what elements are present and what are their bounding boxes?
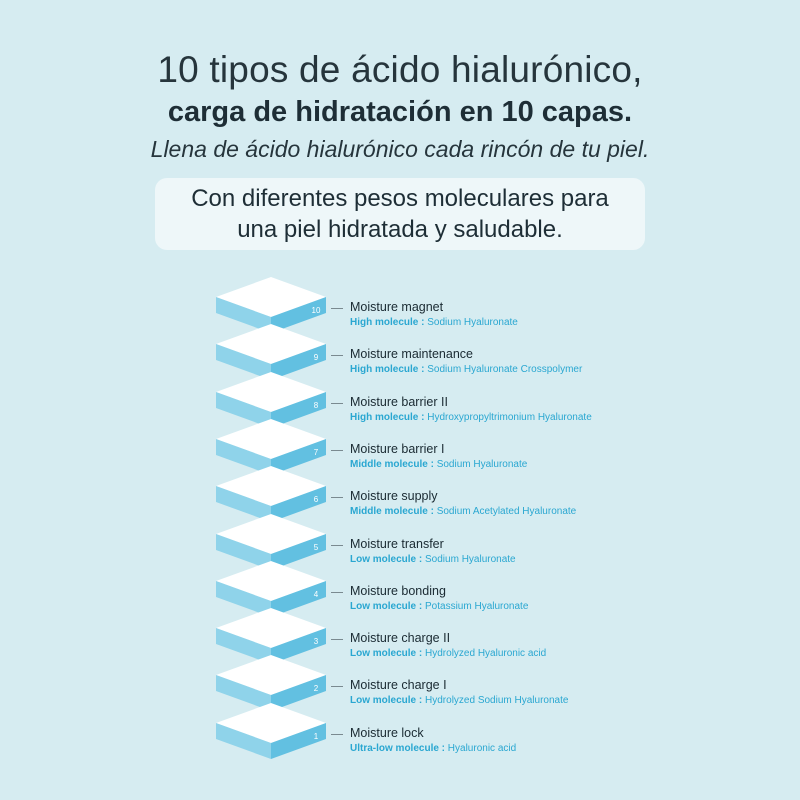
layer-name: Moisture bonding [350,583,446,598]
connector-line [331,545,343,546]
layer-label [350,630,546,661]
layer-label [350,299,518,330]
layer-number: 8 [313,400,319,410]
layer-label [350,583,528,614]
ingredient-name: Sodium Hyaluronate [425,553,516,565]
layer-number: 10 [311,306,321,315]
layer-description: High molecule : Sodium Hyaluronate Crosspolymer [350,364,583,376]
layer-number: 5 [313,542,319,552]
ingredient-name: Hyaluronic acid [447,742,517,754]
layer-name: Moisture charge II [350,631,451,646]
ingredient-name: Hydrolyzed Hyaluronic acid [425,648,547,660]
layer-name: Moisture lock [350,725,424,740]
layer-description: Ultra-low molecule : Hyaluronic acid [350,742,517,754]
ingredient-name: Sodium Hyaluronate [427,317,518,328]
layer-number: 2 [313,684,319,694]
layer-label [350,346,582,377]
layer-name: Moisture barrier II [350,394,448,409]
layer-name: Moisture charge I [350,678,447,693]
layer-description: Middle molecule : Sodium Acetylated Hyaluronate [350,506,577,518]
ingredient-name: Sodium Hyaluronate [436,458,528,470]
layer-label [350,441,527,472]
ingredient-name: Potassium Hyaluronate [425,600,529,612]
connector-line [331,355,343,356]
layer-label [350,488,576,519]
molecule-size: Middle molecule [350,458,428,470]
molecule-size: High molecule [350,411,419,423]
molecule-size: Low molecule [350,695,417,707]
layer-number: 7 [313,447,319,457]
callout-line-1: Con diferentes pesos moleculares para [191,185,609,212]
ingredient-name: Sodium Hyaluronate Crosspolymer [427,364,583,376]
subtitle: Llena de ácido hialurónico cada rincón de tu piel. [150,136,650,162]
layer-label [350,725,516,756]
title-line-2: carga de hidratación en 10 capas. [167,96,633,128]
connector-line [331,686,343,687]
layer-slab [216,703,326,759]
layer-description: Low molecule : Potassium Hyaluronate [350,600,529,612]
molecule-size: Middle molecule [350,506,428,518]
ingredient-name: Hydrolyzed Sodium Hyaluronate [425,695,569,707]
connector-line [331,308,343,309]
ingredient-name: Hydroxypropyltrimonium Hyaluronate [427,411,592,423]
layer-label [350,394,592,425]
layer-name: Moisture barrier I [350,441,445,456]
layer-name: Moisture maintenance [350,347,473,362]
connector-line [331,403,343,404]
layer-1 [216,703,326,759]
layer-label [350,536,516,567]
layer-label [350,677,568,708]
layer-description: High molecule : Sodium Hyaluronate [350,317,518,328]
layer-description: Low molecule : Sodium Hyaluronate [350,553,516,565]
layer-number: 6 [313,495,319,505]
layer-name: Moisture transfer [350,536,444,551]
ingredient-name: Sodium Acetylated Hyaluronate [436,506,577,518]
layer-number: 4 [313,589,319,599]
molecule-size: Ultra-low molecule [350,742,439,754]
layer-description: Middle molecule : Sodium Hyaluronate [350,458,528,470]
connector-line [331,497,343,498]
molecule-size: High molecule [350,317,419,328]
molecule-size: Low molecule [350,600,417,612]
molecule-size: Low molecule [350,648,417,660]
layer-description: High molecule : Hydroxypropyltrimonium Hyaluronate [350,411,592,423]
molecule-size: Low molecule [350,553,417,565]
layer-number: 3 [313,637,319,647]
connector-line [331,734,343,735]
layer-name: Moisture supply [350,489,438,504]
layer-number: 9 [313,353,319,363]
connector-line [331,639,343,640]
layer-number: 1 [313,731,319,741]
callout-line-2: una piel hidratada y saludable. [237,216,563,243]
connector-line [331,450,343,451]
molecule-size: High molecule [350,364,419,376]
title-line-1: 10 tipos de ácido hialurónico, [157,49,643,90]
layer-description: Low molecule : Hydrolyzed Sodium Hyaluronate [350,695,569,707]
layer-description: Low molecule : Hydrolyzed Hyaluronic acid [350,648,547,660]
layer-name: Moisture magnet [350,300,444,314]
connector-line [331,592,343,593]
